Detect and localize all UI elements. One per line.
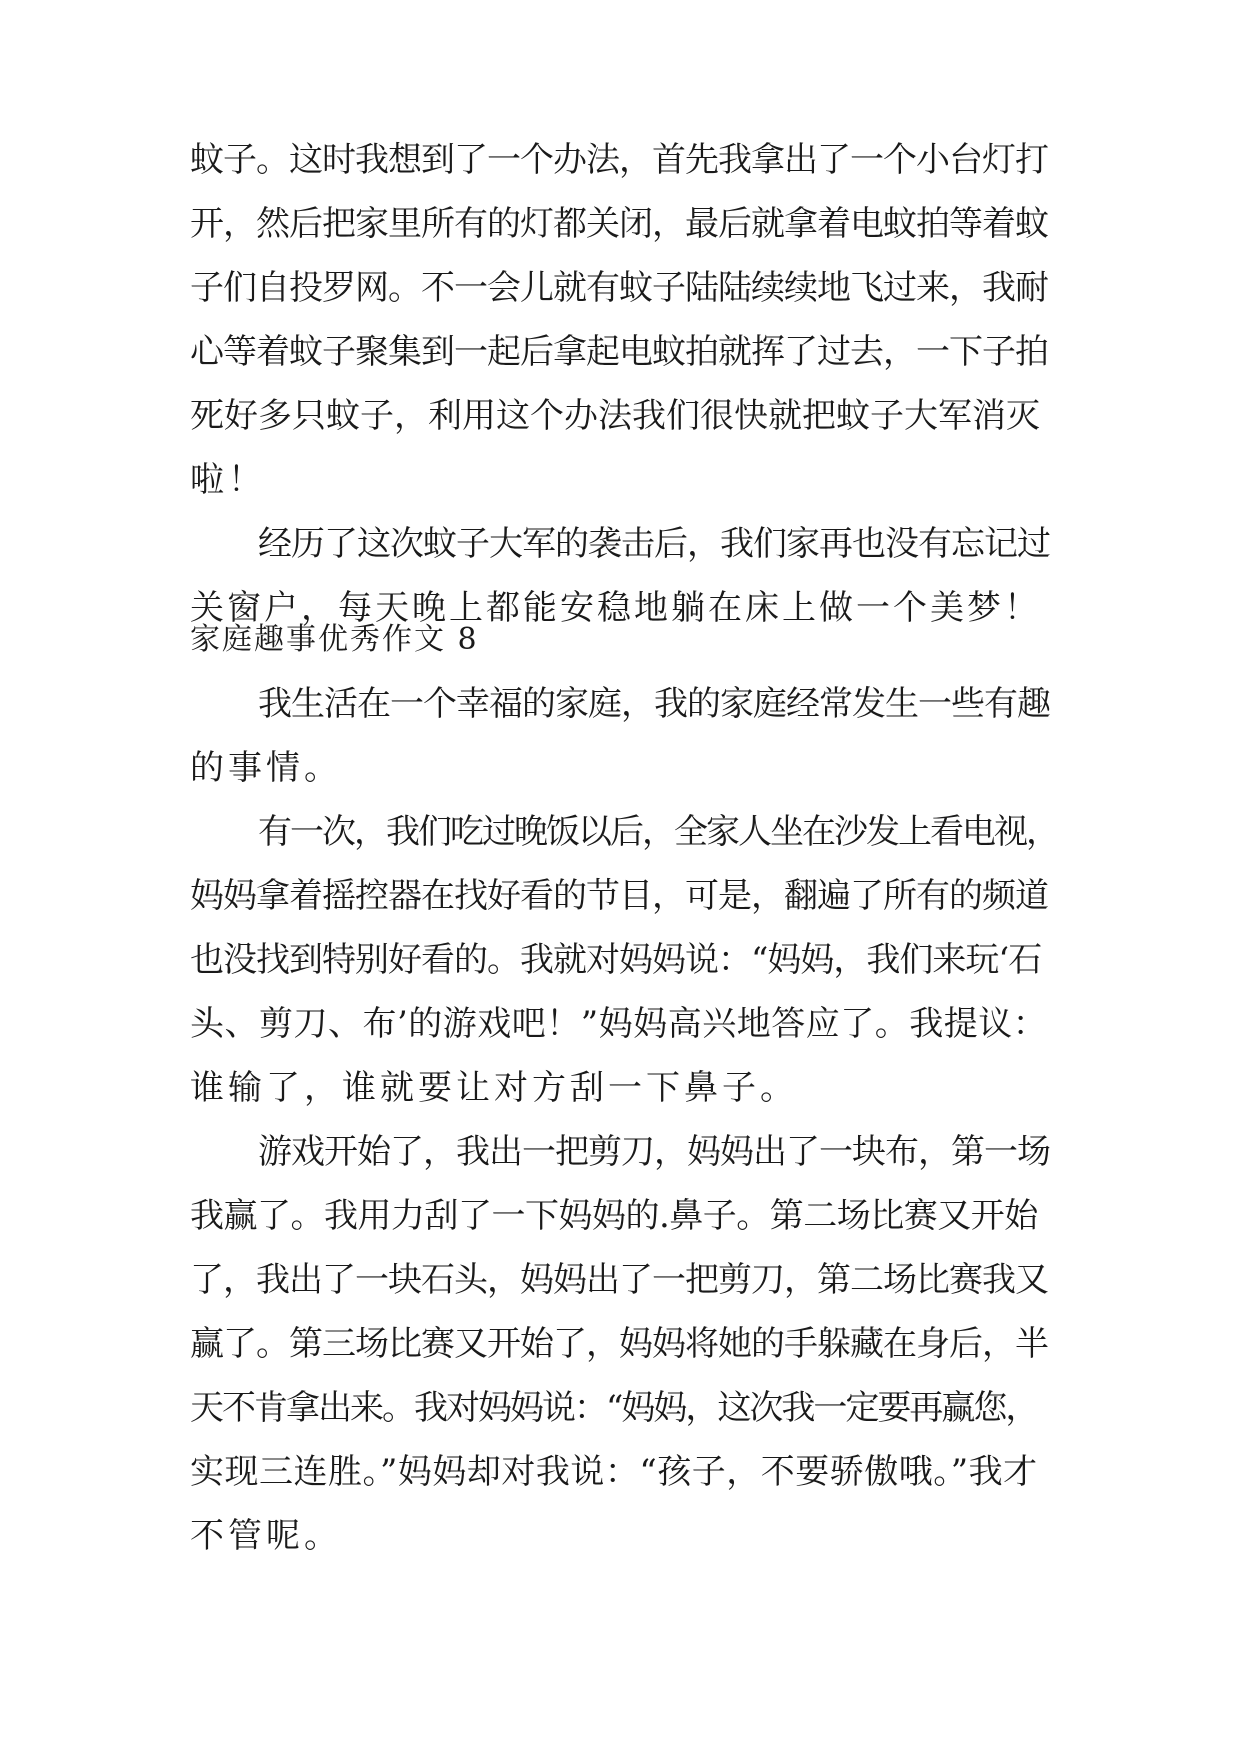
text-line: 有一次，我们吃过晚饭以后，全家人坐在沙发上看电视， (258, 812, 1058, 852)
story-continuation (190, 128, 1050, 640)
text-line: 妈妈拿着摇控器在找好看的节目，可是，翻遍了所有的频道 (190, 876, 1048, 916)
text-line: 了，我出了一块石头，妈妈出了一把剪刀，第二场比赛我又 (190, 1260, 1048, 1300)
text-line: 也没找到特别好看的。我就对妈妈说：“妈妈，我们来玩‘石 (190, 940, 1042, 980)
text-line: 我赢了。我用力刮了一下妈妈的.鼻子。第二场比赛又开始 (190, 1196, 1038, 1236)
text-line: 死好多只蚊子，利用这个办法我们很快就把蚊子大军消灭 (190, 396, 1040, 436)
text-line: 啦！ (190, 460, 266, 500)
text-line: 经历了这次蚊子大军的袭击后，我们家再也没有忘记过 (258, 524, 1050, 564)
essay-section (190, 608, 1058, 1568)
text-line: 开，然后把家里所有的灯都关闭，最后就拿着电蚊拍等着蚊 (190, 204, 1048, 244)
text-line: 我生活在一个幸福的家庭，我的家庭经常发生一些有趣 (258, 684, 1050, 724)
text-line: 头、剪刀、布’的游戏吧！”妈妈高兴地答应了。我提议： (190, 1004, 1048, 1044)
text-line: 不管呢。 (190, 1516, 342, 1556)
text-line: 谁输了，谁就要让对方刮一下鼻子。 (190, 1068, 798, 1108)
text-line: 心等着蚊子聚集到一起后拿起电蚊拍就挥了过去，一下子拍 (190, 332, 1048, 372)
text-line: 游戏开始了，我出一把剪刀，妈妈出了一块布，第一场 (258, 1132, 1050, 1172)
text-line: 的事情。 (190, 748, 342, 788)
section-title: 家庭趣事优秀作文 8 (190, 622, 479, 657)
text-line: 蚊子。这时我想到了一个办法，首先我拿出了一个小台灯打 (190, 140, 1048, 180)
text-line: 关窗户，每天晚上都能安稳地躺在床上做一个美梦！ (190, 588, 1041, 628)
text-line: 赢了。第三场比赛又开始了，妈妈将她的手躲藏在身后，半 (190, 1324, 1048, 1364)
text-line: 实现三连胜。”妈妈却对我说：“孩子，不要骄傲哦。”我才 (190, 1452, 1038, 1492)
text-line: 子们自投罗网。不一会儿就有蚊子陆陆续续地飞过来，我耐 (190, 268, 1048, 308)
text-line: 天不肯拿出来。我对妈妈说：“妈妈，这次我一定要再赢您， (190, 1388, 1038, 1428)
